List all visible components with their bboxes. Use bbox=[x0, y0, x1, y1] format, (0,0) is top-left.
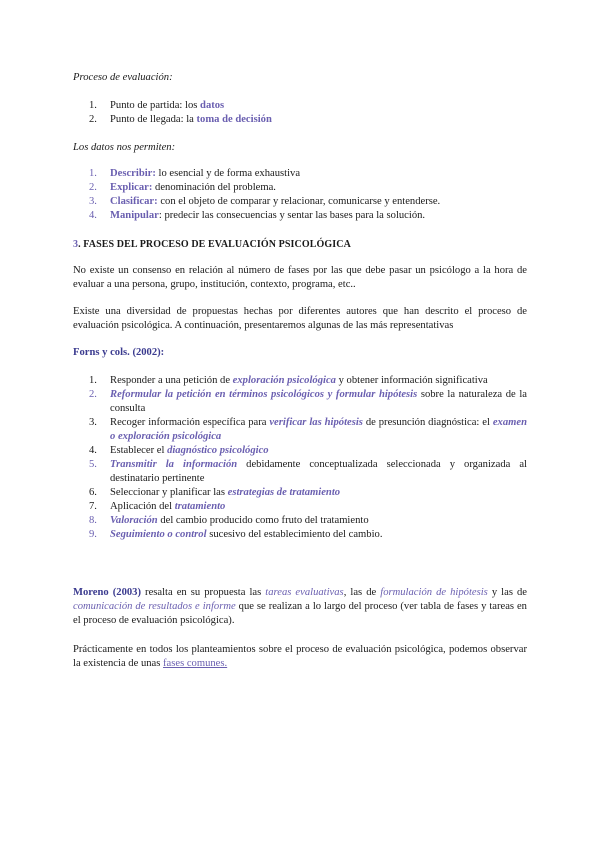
list-item: 6. Seleccionar y planificar las estrategias de tratamiento bbox=[89, 487, 341, 498]
forns-list bbox=[73, 374, 527, 542]
data-title: Los datos nos permiten: bbox=[73, 142, 176, 153]
paragraph-moreno: Moreno (2003) resalta en su propuesta las tareas evaluativas, las de formulación de hipótesis y las de comunicación de resultados e informe que se realizan a lo largo del proceso (ver tabla de fases y tareas en el proceso de evaluación psicológica). bbox=[73, 587, 527, 626]
list-item: 3. Recoger información específica para verificar las hipótesis de presunción diagnóstica: el examen o exploración psicológica bbox=[89, 417, 527, 442]
list-item: 9. Seguimiento o control sucesivo del establecimiento del cambio. bbox=[89, 529, 383, 540]
list-item: 4. Manipular: predecir las consecuencias y sentar las bases para la solución. bbox=[89, 210, 426, 221]
list-item: 8. Valoración del cambio producido como fruto del tratamiento bbox=[89, 515, 369, 526]
data-list bbox=[73, 167, 527, 223]
list-item: 1. Punto de partida: los datos bbox=[89, 100, 225, 111]
forns-heading: Forns y cols. (2002): bbox=[73, 347, 165, 358]
fases-comunes-link[interactable]: fases comunes. bbox=[163, 658, 228, 669]
list-item: 1. Responder a una petición de exploración psicológica y obtener información significativa bbox=[89, 375, 488, 386]
list-item: 4. Establecer el diagnóstico psicológico bbox=[89, 445, 269, 456]
list-item: 1. Describir: lo esencial y de forma exhaustiva bbox=[89, 168, 301, 179]
list-item: 7. Aplicación del tratamiento bbox=[89, 501, 226, 512]
paragraph-diversity: Existe una diversidad de propuestas hechas por diferentes autores que han descrito el proceso de evaluación psicológica. A continuación, presentaremos algunas de las más representativas bbox=[73, 306, 527, 331]
process-list bbox=[73, 99, 527, 127]
list-item: 2. Punto de llegada: la toma de decisión bbox=[89, 114, 272, 125]
list-item: 2. Explicar: denominación del problema. bbox=[89, 182, 276, 193]
list-item: 5. Transmitir la información debidamente conceptualizada seleccionada y organizada al destinatario pertinente bbox=[89, 459, 527, 484]
list-item: 3. Clasificar: con el objeto de comparar y relacionar, comunicarse y entenderse. bbox=[89, 196, 441, 207]
intro-title: Proceso de evaluación: bbox=[73, 72, 173, 83]
list-item: 2. Reformular la petición en términos psicológicos y formular hipótesis sobre la naturaleza de la consulta bbox=[89, 389, 527, 414]
paragraph-consensus: No existe un consenso en relación al número de fases por las que debe pasar un psicólogo a la hora de evaluar a una persona, grupo, institución, contexto, programa, etc.. bbox=[73, 265, 527, 290]
paragraph-final: Prácticamente en todos los planteamientos sobre el proceso de evaluación psicológica, podemos observar la existencia de unas fases comunes. bbox=[73, 644, 527, 669]
section-heading: 3. FASES DEL PROCESO DE EVALUACIÓN PSICOLÓGICA bbox=[73, 239, 351, 250]
